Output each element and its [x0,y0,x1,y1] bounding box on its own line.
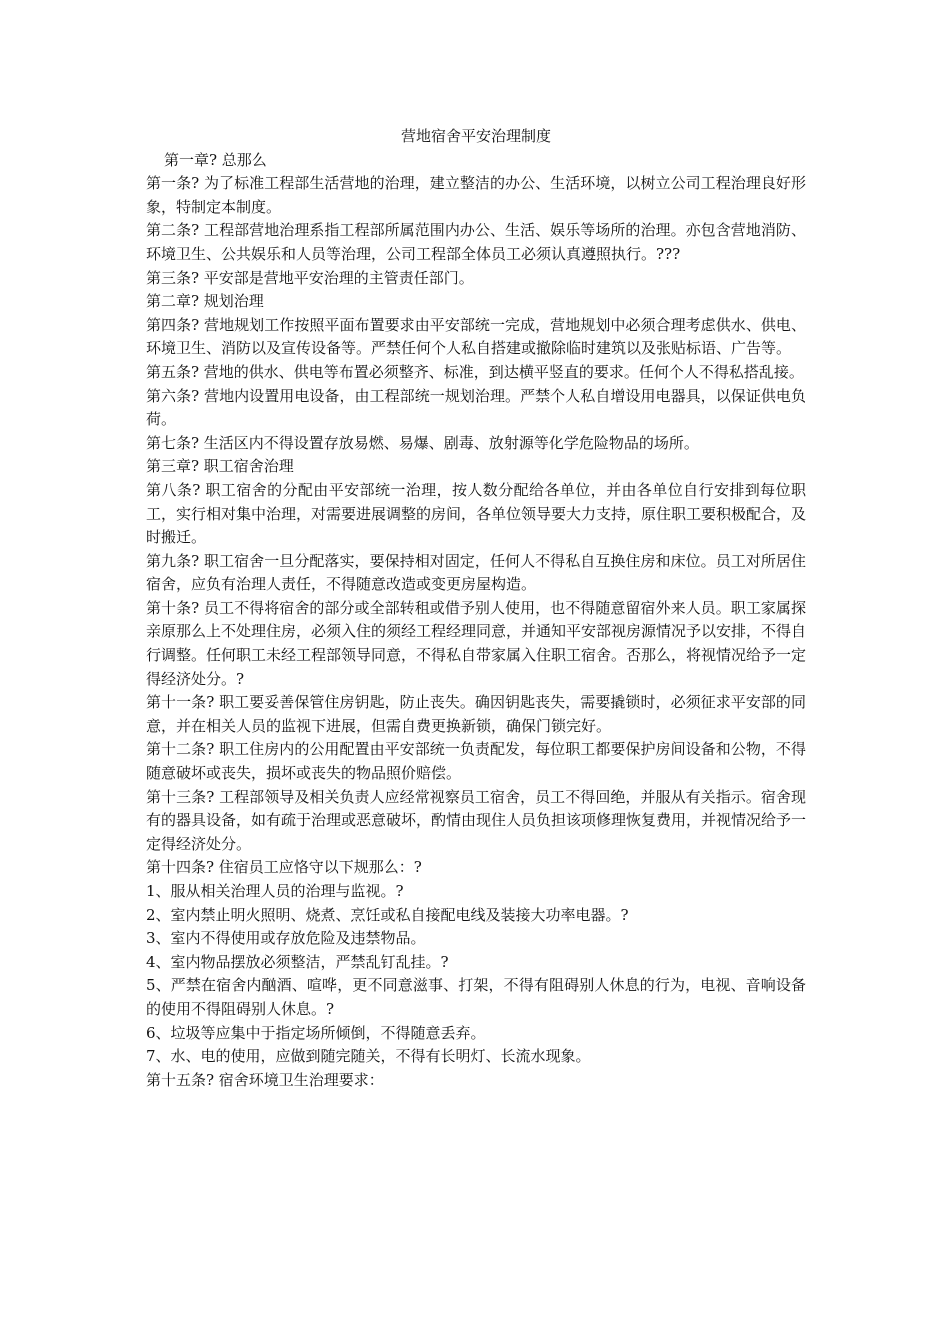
rule-item: 7、水、电的使用，应做到随完随关，不得有长明灯、长流水现象。 [146,1047,591,1066]
rule-item: 2、室内禁止明火照明、烧煮、烹饪或私自接配电线及装接大功率电器。? [146,905,629,924]
document-page [146,125,806,1092]
article-paragraph: 第十条? 员工不得将宿舍的部分或全部转租或借予别人使用，也不得随意留宿外来人员。职工家属探亲原那么上不处理住房，必须入住的须经工程经理同意，并通知平安部视房源情况予以安排，不得自行调整。任何职工未经工程部领导同意，不得私自带家属入住职工宿舍。否那么，将视情况给予一定得经济处分。? [146,598,807,688]
document-title: 营地宿舍平安治理制度 [400,127,551,145]
chapter-heading: 第一章? 总那么 [164,150,267,169]
rule-item: 4、室内物品摆放必须整洁，严禁乱钉乱挂。? [146,952,449,971]
rule-item: 5、严禁在宿舍内酗酒、喧哗，更不同意滋事、打架，不得有阻碍别人休息的行为，电视、音响设备的使用不得阻碍别人休息。? [146,976,806,1018]
article-paragraph: 第二条? 工程部营地治理系指工程部所属范围内办公、生活、娱乐等场所的治理。亦包含营地消防、环境卫生、公共娱乐和人员等治理，公司工程部全体员工必须认真遵照执行。??? [146,221,806,263]
article-paragraph: 第七条? 生活区内不得设置存放易燃、易爆、剧毒、放射源等化学危险物品的场所。 [146,433,699,452]
rule-item: 3、室内不得使用或存放危险及违禁物品。 [146,929,426,948]
article-paragraph: 第五条? 营地的供水、供电等布置必须整齐、标准，到达横平竖直的要求。任何个人不得私搭乱接。 [146,362,804,381]
article-paragraph: 第八条? 职工宿舍的分配由平安部统一治理，按人数分配给各单位，并由各单位自行安排到每位职工，实行相对集中治理，对需要进展调整的房间，各单位领导要大力支持，原住职工要积极配合，及时搬迁。 [146,480,807,547]
chapter-heading: 第三章? 职工宿舍治理 [146,457,294,476]
article-paragraph: 第十二条? 职工住房内的公用配置由平安部统一负责配发，每位职工都要保护房间设备和公物，不得随意破坏或丧失，损坏或丧失的物品照价赔偿。 [146,740,806,783]
article-paragraph: 第六条? 营地内设置用电设备，由工程部统一规划治理。严禁个人私自增设用电器具，以保证供电负荷。 [146,386,806,429]
article-paragraph: 第四条? 营地规划工作按照平面布置要求由平安部统一完成，营地规划中必须合理考虑供水、供电、环境卫生、消防以及宣传设备等。严禁任何个人私自搭建或撤除临时建筑以及张贴标语、广告等。 [146,315,806,358]
article-paragraph: 第一条? 为了标准工程部生活营地的治理，建立整洁的办公、生活环境，以树立公司工程治理良好形象，特制定本制度。 [146,174,806,216]
article-paragraph: 第十三条? 工程部领导及相关负责人应经常视察员工宿舍，员工不得回绝，并服从有关指示。宿舍现有的器具设备，如有疏于治理或恶意破坏，酌情由现住人员负担该项修理恢复费用，并视情况给予一定得经济处分。 [146,787,807,853]
article-paragraph: 第三条? 平安部是营地平安治理的主管责任部门。 [146,268,474,287]
article-paragraph: 第十四条? 住宿员工应恪守以下规那么：? [146,858,422,877]
rule-item: 1、服从相关治理人员的治理与监视。? [146,882,404,900]
article-paragraph: 第十五条? 宿舍环境卫生治理要求： [146,1070,384,1089]
chapter-heading: 第二章? 规划治理 [146,292,264,311]
article-paragraph: 第十一条? 职工要妥善保管住房钥匙，防止丧失。确因钥匙丧失，需要撬锁时，必须征求平安部的同意，并在相关人员的监视下进展，但需自费更换新锁，确保门锁完好。 [146,693,806,735]
rule-item: 6、垃圾等应集中于指定场所倾倒，不得随意丢弃。 [146,1023,486,1042]
article-paragraph: 第九条? 职工宿舍一旦分配落实，要保持相对固定，任何人不得私自互换住房和床位。员工对所居住宿舍，应负有治理人责任，不得随意改造或变更房屋构造。 [146,551,806,594]
